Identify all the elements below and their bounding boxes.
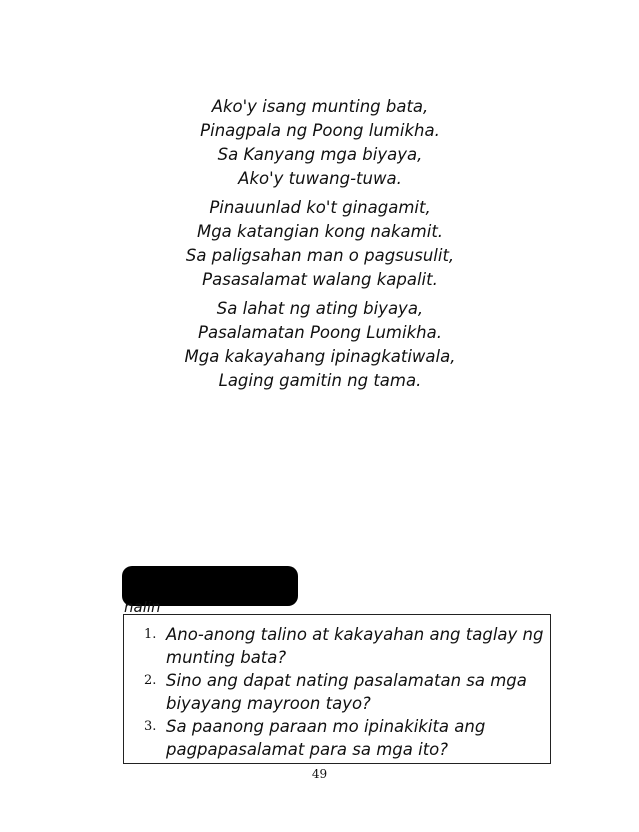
question-text: Ano-anong talino at kakayahan ang taglay ng munting bata? [166,625,544,667]
question-item [124,623,546,669]
question-list [124,623,546,761]
page-number: 49 [311,767,328,781]
poem-line: Pasalamatan Poong Lumikha. [198,323,442,342]
poem-line: Laging gamitin ng tama. [218,371,422,390]
poem-line: Pinauunlad ko't ginagamit, [209,198,431,217]
question-item [124,669,546,715]
poem-stanza-3 [150,297,490,393]
question-text: Sa paanong paraan mo ipinakikita ang pagpapasalamat para sa mga ito? [166,717,486,759]
questions-box [123,614,551,764]
question-number: 3. [144,719,157,734]
section-header-fragment [124,601,184,614]
poem-line: Pinagpala ng Poong lumikha. [200,121,440,140]
question-number: 1. [144,627,157,642]
question-item [124,715,546,761]
poem-line: Mga kakayahang ipinagkatiwala, [184,347,456,366]
poem-line: Sa paligsahan man o pagsusulit, [185,246,455,265]
poem-stanza-2 [150,196,490,292]
question-text: Sino ang dapat nating pasalamatan sa mga biyayang mayroon tayo? [166,671,527,713]
poem-line: Sa lahat ng ating biyaya, [216,299,424,318]
poem-line: Pasasalamat walang kapalit. [202,270,438,289]
section-header-tab [122,566,298,606]
section-header-fragment-text: nalin [124,601,161,614]
poem-stanza-1 [150,95,490,191]
poem-line: Ako'y isang munting bata, [211,97,429,116]
poem-line: Ako'y tuwang-tuwa. [238,169,402,188]
question-number: 2. [144,673,157,688]
poem-line: Sa Kanyang mga biyaya, [217,145,423,164]
poem-line: Mga katangian kong nakamit. [196,222,444,241]
